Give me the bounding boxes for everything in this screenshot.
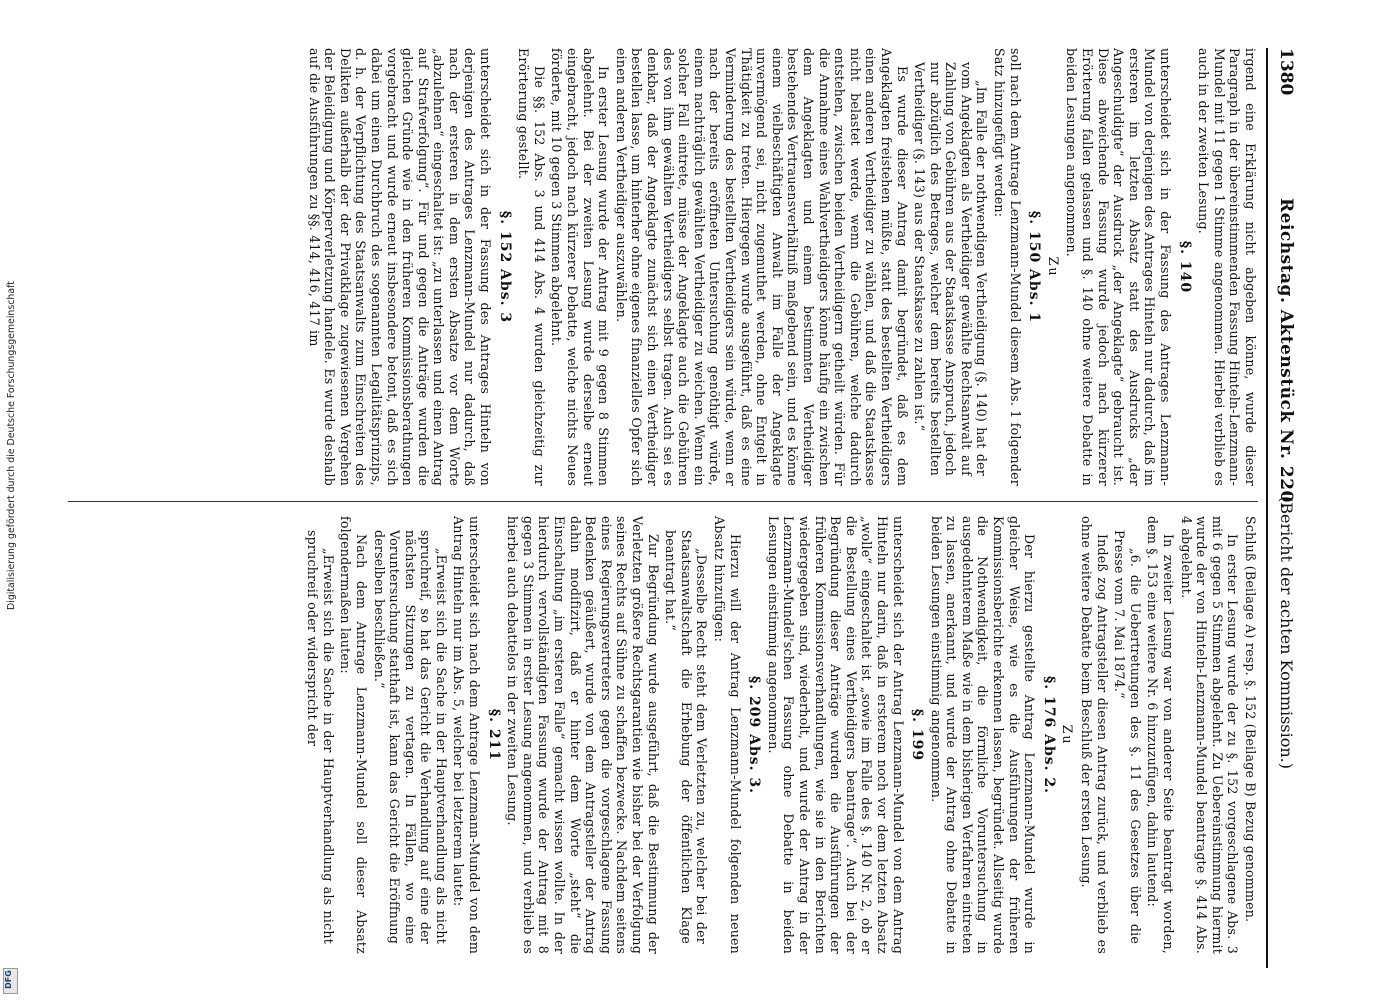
paragraph: Zur Begründung wurde ausgeführt, daß die Bestimmung der Verletzten größere Rechtsgarantien wie bisher bei der Verfolgung seines Rechts auf Sühne zu schaffen bezwecke. Nachdem seitens eines Regierungsvertreters gegen die vorgeschlagene Fassung Bedenken geäußert, wurde von dem Antragsteller der Antrag dahin modifizirt, daß er hinter dem Worte „steht“ die Einschaltung „im ersteren Falle“ gemacht wissen wollte. In der hierdurch vervollständigten Fassung wurde der Antrag mit 8 gegen 3 Stimmen in erster Lesung angenommen, und verblieb es hierbei auch debattelos in der zweiten Lesung. (505, 516, 661, 954)
section-heading: §. 150 Abs. 1 (1026, 210, 1043, 324)
quoted-paragraph: „6. die Uebertretungen des §. 11 des Gesetzes über die Presse vom 7. Mai 1874.“ (1112, 530, 1143, 944)
section-heading: §. 209 Abs. 3. (746, 675, 763, 795)
document-title: Reichstag. Aktenstück Nr. 220. (1276, 198, 1296, 510)
right-column (68, 516, 1258, 954)
page-header (1264, 48, 1302, 968)
column-divider (68, 501, 1258, 502)
section-heading: §. 199 (909, 708, 926, 762)
quoted-paragraph: „Erweist sich die Sache in der Hauptverhandlung als nicht spruchreif oder widerspricht der (305, 530, 336, 944)
section-heading: §. 152 Abs. 3 (496, 210, 513, 324)
paragraph: Indeß zog Antragsteller diesen Antrag zurück, und verblieb es ohne weitere Debatte beim Beschluß der ersten Lesung. (1079, 516, 1110, 954)
left-column (68, 48, 1258, 486)
paragraph: In zweiter Lesung war von anderer Seite beantragt worden, dem §. 153 eine weitere Nr. 6 hinzuzufügen, dahin lautend: (1145, 516, 1177, 954)
section-prefix: Zu (1045, 256, 1061, 278)
section-heading: §. 211 (485, 708, 502, 762)
header-rule (1266, 48, 1268, 968)
paragraph: Der hierzu gestellte Antrag Lenzmann-Mundel wurde in gleicher Weise, wie es die Ausführungen der früheren Kommissionsberichte erkennen lassen, begründet. Allseitig wurde die Nothwendigkeit, die förmliche Voruntersuchung in ausgedehnterem Maße wie in dem bisherigen Verfahren eintreten zu lassen, anerkannt, und wurde der Antrag ohne Debatte in beiden Lesungen einstimmig angenommen. (928, 516, 1038, 954)
quoted-paragraph: „Desselbe Recht steht dem Verletzten zu, welcher bei der Staatsanwaltschaft die Erhebung der öffentlichen Klage beantragt hat.“ (663, 530, 710, 944)
section-heading: §. 176 Abs. 2. (1040, 675, 1057, 795)
paragraph: Nach dem Antrage Lenzmann-Mundel soll dieser Absatz folgendermaßen lauten: (338, 516, 369, 954)
paragraph: soll nach dem Antrage Lenzmann-Mundel diesem Abs. 1 folgender Satz hinzugefügt werden: (992, 48, 1023, 486)
paragraph: In erster Lesung wurde der Antrag mit 9 gegen 8 Stimmen abgelehnt. Bei der zweiten Lesung wurde derselbe erneut eingebracht, jedoch nach kürzerer Debatte, welche nichts Neues förderte, mit 10 gegen 3 Stimmen abgelehnt. (549, 48, 612, 486)
digitization-credit: Digitalisierung gefördert durch die Deutsche Forschungsgemeinschaft (6, 281, 17, 610)
section-prefix: Zu (1060, 724, 1076, 746)
paragraph: unterscheidet sich der Antrag Lenzmann-Mundel von dem Antrag Hinteln nur darin, daß in ersterem noch vor dem letzten Absatz „wolle“ eingeschaltet ist „sowie im Falle des §. 140 Nr. 2, ob er die Bestellung eines Vertheidigers beantrage“. Auch bei der Begründung dieser Anträge wurden die Ausführungen der früheren Kommissionsverhandlungen, wie sie in den Berichten wiedergegeben sind, wiederholt, und wurde der Antrag in der Lenzmann-Mundel'schen Fassung ohne Debatte in beiden Lesungen einstimmig angenommen. (765, 516, 906, 954)
page-number: 1380 (1276, 48, 1296, 96)
paragraph: Die §§. 152 Abs. 3 und 414 Abs. 4 wurden gleichzeitig zur Erörterung gestellt. (516, 48, 547, 486)
paragraph: unterscheidet sich nach dem Antrage Lenzmann-Mundel von dem Antrag Hinteln nur im Abs. 5, welcher bei letzterem lautet: (451, 516, 483, 954)
paragraph: unterscheidet sich in der Fassung des Antrages Hinteln von derjenigen des Antrages Lenzmann-Mundel nur dadurch, daß nach der ersteren in dem ersten Absatze vor dem Worte „abzulehnen“ eingeschaltet ist: „zu unterlassen und einen Antrag auf Strafverfolgung“. Für und gegen die Anträge wurden die gleichen Gründe wie in den früheren Kommissionsberathungen vorgebracht und wurde erneut insbesondere betont, daß es sich dabei um einen Durchbruch des sogenannten Legalitätsprinzips, d. h. der Verpflichtung des Staatsanwalts zum Einschreiten des Delikten außerhalb der der Privatklage zugewiesenen Vergehen der Beleidigung und Körperverletzung handele. Es wurde deshalb auf die Ausführungen zu §§. 414, 416, 417 im (306, 48, 494, 486)
paragraph: Hierzu will der Antrag Lenzmann-Mundel folgenden neuen Absatz hinzufügen: (712, 516, 743, 954)
paragraph: unterscheidet sich in der Fassung des Antrages Lenzmann-Mundel von derjenigen des Antrages Hinteln nur dadurch, daß im ersteren im letzten Absatz statt des Ausdrucks „der Angeschuldigte“ der Ausdruck „der Angeklagte“ gebraucht ist. Diese abweichende Fassung wurde jedoch nach kürzerer Erörterung fallen gelassen und §. 140 ohne weitere Debatte in beiden Lesungen angenommen. (1064, 48, 1174, 486)
paragraph: Es wurde dieser Antrag damit begründet, daß es dem Angeklagten freistehen müßte, statt des bestellten Vertheidigers einen anderen Vertheidiger zu wählen, und daß die Staatskasse nicht belastet werde, wenn die Gebühren, welche dadurch entstehen, zwischen beiden Vertheidigern getheilt würden. Für die Annahme eines Wahlvertheidigers könne häufig ein zwischen dem Angeklagten und einem bestimmten Vertheidiger bestehendes Vertrauensverhältniß maßgebend sein, und es könne einem vielbeschäftigten Anwalt im Falle der Angeklagte unvermögend sei, nicht zugemuthet werden, ohne Entgelt in Thätigkeit zu treten. Hiergegen wurde ausgeführt, daß es eine Verminderung des bestellten Vertheidigers sein würde, wenn er nach der bereits eröffneten Untersuchung genöthigt würde, einem nachträglich gewählten Vertheidiger zu weichen. Wenn ein solcher Fall eintrete, müsse der Angeklagte auch die Gebühren des von ihm gewählten Vertheidigers selbst tragen. Auch sei es denkbar, daß der Angeklagte zunächst sich einen Vertheidiger bestellen lasse, um hinterher ohne eigenes finanzielles Opfer sich einen anderen Vertheidiger auszuwählen. (613, 48, 910, 486)
dfg-logo-icon: DFG (3, 968, 18, 994)
paragraph: In erster Lesung wurde der zu §. 152 vorgeschlagene Abs. 3 mit 6 gegen 5 Stimmen abgelehnt. Zu Uebereinstimmung hiermit wurde der von Hinteln-Lenzmann-Mundel beantragte §. 414 Abs. 4 abgelehnt. (1178, 516, 1241, 954)
section-heading: §. 140 (1176, 240, 1193, 294)
paragraph: irgend eine Erklärung nicht abgeben könne, wurde dieser Paragraph in der übereinstimmenden Fassung Hinteln-Lenzmann-Mundel mit 11 gegen 1 Stimme angenommen. Hierbei verblieb es auch in der zweiten Lesung. (1196, 48, 1258, 486)
document-subtitle: (Bericht der achten Kommission.) (1277, 496, 1296, 769)
scanned-page (42, 48, 1302, 968)
paragraph: Schluß (Beilage A) resp. §. 152 (Beilage B) Bezug genommen. (1243, 516, 1258, 923)
quoted-paragraph: „Erweist sich die Sache in der Hauptverhandlung als nicht spruchreif, so hat das Gericht die Verhandlung auf eine der nächsten Sitzungen zu vertagen. In Fällen, wo eine Voruntersuchung statthaft ist, kann das Gericht die Eröffnung derselben beschließen.“ (371, 530, 449, 944)
quoted-paragraph: „Im Falle der nothwendigen Vertheidigung (§. 140) hat der vom Angeklagten als Vertheidiger gewählte Rechtsanwalt auf Zahlung von Gebühren aus der Staatskasse Anspruch, jedoch nur abzüglich des Betrages, welcher dem bereits bestellten Vertheidiger (§. 143) aus der Staatskasse zu zahlen ist.“ (912, 62, 990, 476)
